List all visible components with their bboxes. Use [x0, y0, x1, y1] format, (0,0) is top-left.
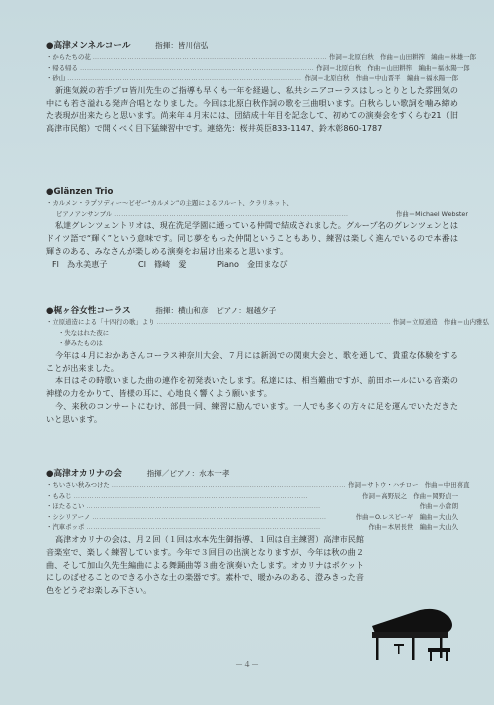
group-name: ●梶ヶ谷女性コーラス [46, 306, 131, 316]
song-line: ・ちいさい秋みつけた ………………………………………………………………………………………… 作詞＝サトウ・ハチロー 作曲＝中田喜直 [46, 481, 470, 489]
song-credits: 作詞＝北原白秋 作曲＝中山晋平 編曲＝福永陽一郎 [304, 74, 458, 83]
song-line: ピアノアンサンブル ………………………………………………………………………………………… 作曲＝Michael Webster [56, 209, 468, 218]
grand-piano-icon [368, 606, 458, 664]
section-description: 私達グレンツェントリオは、現在洗足学園に通っている仲間で結成されました。グループ名のグレンツェンとはドイツ語で“輝く”という意味です。同じ夢をもった仲間ということもあり、練習は楽しく進んでいるので本番は輝きのある、みなさんが楽しめる演奏をお届け出来ると思います。 [46, 220, 458, 256]
song-line: ・もみじ ………………………………………………………………………………………… 作詞＝高野辰之 作曲＝岡野貞一 [46, 491, 458, 500]
song-credits: 作詞＝サトウ・ハチロー 作曲＝中田喜直 [348, 481, 470, 489]
section-description: 今、来秋のコンサートにむけ、部員一同、練習に励んでいます。一人でも多くの方々に足を運んでいただきたいと思います。 [46, 400, 458, 424]
song-credits: 作詞＝立原道造 作曲＝山内雅弘 [392, 318, 489, 326]
section-description: 高津オカリナの会は、月２回（１回は水本先生御指導、１回は自主練習）高津市民館音楽室で、楽しく練習しています。今年で３回目の出演となりますが、今年は秋の曲２曲、そして加山久先生編曲による舞踊曲等３曲を演奏いたします。オカリナはポケットにしのばせることのできる小さな土の楽器です。素朴で、暖かみのある、澄みきった音色をどうぞお楽しみ下さい。 [46, 533, 364, 596]
song-line: ・ほたるこい ………………………………………………………………………………………… 作曲＝小倉朗 [46, 502, 458, 511]
song-line: ・立原道造による「十四行の歌」より ………………………………………………………………………………………… 作詞＝立原道造 作曲＝山内雅弘 [46, 318, 489, 326]
member: Piano 金田まなび [217, 258, 288, 269]
song-credits: 作曲＝小倉朗 [419, 502, 458, 511]
song-title: ・立原道造による「十四行の歌」より [46, 318, 155, 326]
group-name: ●高津オカリナの会 [46, 469, 122, 479]
song-title: ・カルメン・ラプソディー～ビゼー“カルメン”の主題によるフルート、クラリネット、 [46, 199, 293, 207]
page-number: －４－ [235, 660, 259, 669]
section-kajigaya-womens-chorus [46, 305, 489, 426]
section-description: 新進気鋭の若手プロ皆川先生のご指導も早くも一年を経過し、私共シニアコーラスはしっとりとした雰囲気の中にも若さ溢れる発声合唱となりました。今回は北原白秋作詞の歌を三曲唄います。白秋らしい歌詞を噛み締めた表現が出来たらと思います。尚来年４月末には、団結成十年目を記念して、初めての演奏会をすくらむ21（旧高津市民館）で開くべく目下猛練習中です。連絡先：桜井英臣833-1147、鈴木彰860-1787 [46, 84, 458, 134]
member: Cl 篠崎 愛 [138, 258, 187, 269]
group-name: ●Glänzen Trio [46, 187, 114, 197]
song-title: ・からたちの花 [46, 53, 91, 61]
member-list [46, 258, 458, 271]
song-line [46, 328, 470, 339]
song-line [46, 338, 470, 349]
conductor-info: 指揮：皆川信弘 [155, 41, 209, 50]
group-name: ●高津メンネルコール [46, 41, 131, 51]
section-description: 今年は４月におかあさんコーラス神奈川大会、７月には新潟での関東大会と、歌を通して、貴重な体験をすることが出来ました。 [46, 349, 458, 373]
song-credits: 作詞＝北原白秋 作曲＝山田耕筰 編曲＝林雄一郎 [329, 53, 476, 61]
section-takatsu-ocarina [46, 468, 470, 597]
song-credits: 作詞＝北原白秋 作曲＝山田耕筰 編曲＝福永陽一郎 [316, 63, 470, 72]
song-title: ・砂山 [46, 74, 66, 83]
song-line: ・汽車ポッポ ………………………………………………………………………………………… 作曲＝本居長世 編曲＝大山久 [46, 523, 458, 532]
song-line: ・帰る帰る ………………………………………………………………………………………… 作詞＝北原白秋 作曲＝山田耕筰 編曲＝福永陽一郎 [46, 63, 470, 72]
song-credits: 作詞＝高野辰之 作曲＝岡野貞一 [362, 491, 458, 500]
song-title: ・ほたるこい [46, 502, 85, 511]
song-title: ・ちいさい秋みつけた [46, 481, 110, 489]
section-takatsu-mannerchor [46, 40, 476, 135]
song-line: ・からたちの花 ………………………………………………………………………………………… 作詞＝北原白秋 作曲＝山田耕筰 編曲＝林雄一郎 [46, 53, 476, 61]
song-title: ・もみじ [46, 491, 72, 500]
song-credits: 作曲＝本居長世 編曲＝大山久 [368, 523, 458, 532]
song-title: ピアノアンサンブル [56, 209, 113, 218]
song-title: ・失なはれた夜に [58, 328, 110, 337]
song-line: ・砂山 ………………………………………………………………………………………… 作詞＝北原白秋 作曲＝中山晋平 編曲＝福永陽一郎 [46, 74, 458, 83]
song-title: ・シシリアーノ [46, 512, 91, 521]
song-title: ・夢みたものは [58, 339, 103, 348]
section-glanzen-trio [46, 186, 468, 270]
section-description: 本日はその時歌いました曲の連作を初発表いたします。私達には、相当難曲ですが、前田ホールにいる音楽の神様の力をかりて、皆様の耳に、心地良く響くよう願います。 [46, 375, 458, 399]
conductor-info: 指揮／ピアノ：水本一孝 [146, 469, 230, 478]
member: Fl 為永美恵子 [52, 258, 108, 269]
song-title: ・帰る帰る [46, 63, 78, 72]
song-title: ・汽車ポッポ [46, 523, 85, 532]
conductor-info: 指揮：横山和彦 ピアノ：堀越夕子 [155, 306, 277, 315]
song-credits: 作曲＝O.レスピーギ 編曲＝大山久 [355, 512, 458, 521]
song-line: ・シシリアーノ ………………………………………………………………………………………… 作曲＝O.レスピーギ 編曲＝大山久 [46, 512, 458, 521]
song-credits: 作曲＝Michael Webster [395, 209, 468, 218]
song-line [46, 198, 458, 209]
